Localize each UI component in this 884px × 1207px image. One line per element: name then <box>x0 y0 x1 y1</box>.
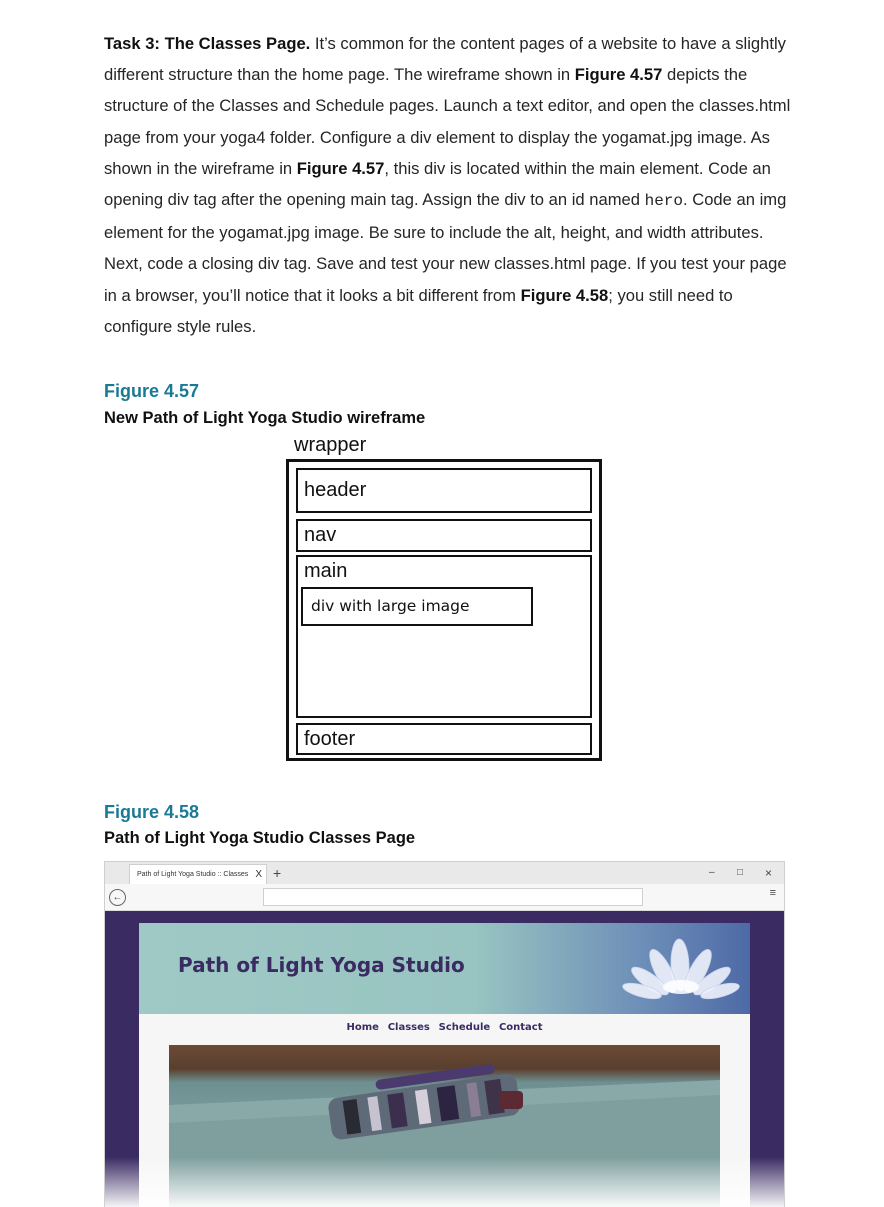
wireframe-wrapper-box <box>286 459 602 761</box>
site-nav <box>139 1022 750 1033</box>
nav-link-home[interactable]: Home <box>346 1022 379 1033</box>
task-text-3: , this div is located within the main element. Code an opening div tag after the opening main tag. Assign the div to an id named <box>104 158 771 210</box>
tab-close-icon[interactable]: X <box>255 869 262 880</box>
figure-4-57-label: Figure 4.57 <box>104 381 200 401</box>
site-header <box>139 923 750 1014</box>
wireframe-footer-box: footer <box>296 723 592 755</box>
task-lead: Task 3: The Classes Page. <box>104 34 311 53</box>
wireframe-nav-box: nav <box>296 519 592 552</box>
browser-screenshot <box>104 861 785 1207</box>
task-text-5: ; you still need to configure style rules. <box>104 285 733 336</box>
minimize-icon[interactable]: – <box>709 867 715 878</box>
browser-address-bar <box>105 884 784 911</box>
wireframe-div-box: div with large image <box>301 587 533 626</box>
figure-ref: Figure 4.58 <box>520 285 609 305</box>
figure-4-58-caption: Path of Light Yoga Studio Classes Page <box>104 829 416 847</box>
figure-ref: Figure 4.57 <box>574 65 663 85</box>
wireframe-main-label: main <box>304 560 348 582</box>
menu-icon[interactable]: ≡ <box>769 887 776 899</box>
nav-link-contact[interactable]: Contact <box>498 1022 543 1033</box>
back-arrow-icon[interactable]: ← <box>109 889 126 906</box>
close-window-icon[interactable]: × <box>765 866 773 880</box>
wireframe-main-box <box>296 555 592 718</box>
nav-link-classes[interactable]: Classes <box>387 1022 430 1033</box>
nav-link-schedule[interactable]: Schedule <box>438 1022 491 1033</box>
lotus-flower-icon <box>570 923 750 1014</box>
site-title: Path of Light Yoga Studio <box>178 953 465 977</box>
browser-tab[interactable] <box>129 864 267 884</box>
browser-tab-title: Path of Light Yoga Studio :: Classes <box>137 871 249 878</box>
task-text-2: depicts the structure of the Classes and Schedule pages. Launch a text editor, and open the classes.html page from your yoga4 folder. Configure a div element to display the yogamat.jpg image. As shown in the wireframe in <box>104 65 791 178</box>
url-input[interactable] <box>263 888 643 906</box>
new-tab-icon[interactable]: + <box>273 865 282 881</box>
figure-ref: Figure 4.57 <box>296 158 385 178</box>
bottom-fade <box>105 1157 784 1207</box>
figure-4-58-label: Figure 4.58 <box>104 802 200 822</box>
wireframe-wrapper-label: wrapper <box>294 434 367 456</box>
code-hero: hero <box>644 192 683 211</box>
wireframe-header-box: header <box>296 468 592 513</box>
figure-4-57-caption: New Path of Light Yoga Studio wireframe <box>104 409 426 427</box>
wireframe-diagram <box>286 434 602 761</box>
browser-tab-bar <box>105 862 784 884</box>
task-paragraph <box>104 28 794 342</box>
task-text-1: It’s common for the content pages of a website to have a slightly different structure than the home page. The wireframe shown in <box>104 34 786 85</box>
maximize-icon[interactable]: □ <box>737 867 744 878</box>
task-text-4: . Code an img element for the yogamat.jpg image. Be sure to include the alt, height, and width attributes. Next, code a closing div tag. Save and test your new classes.html page. If you test your page in a browser, you’ll notice that it looks a bit different from <box>104 190 787 305</box>
